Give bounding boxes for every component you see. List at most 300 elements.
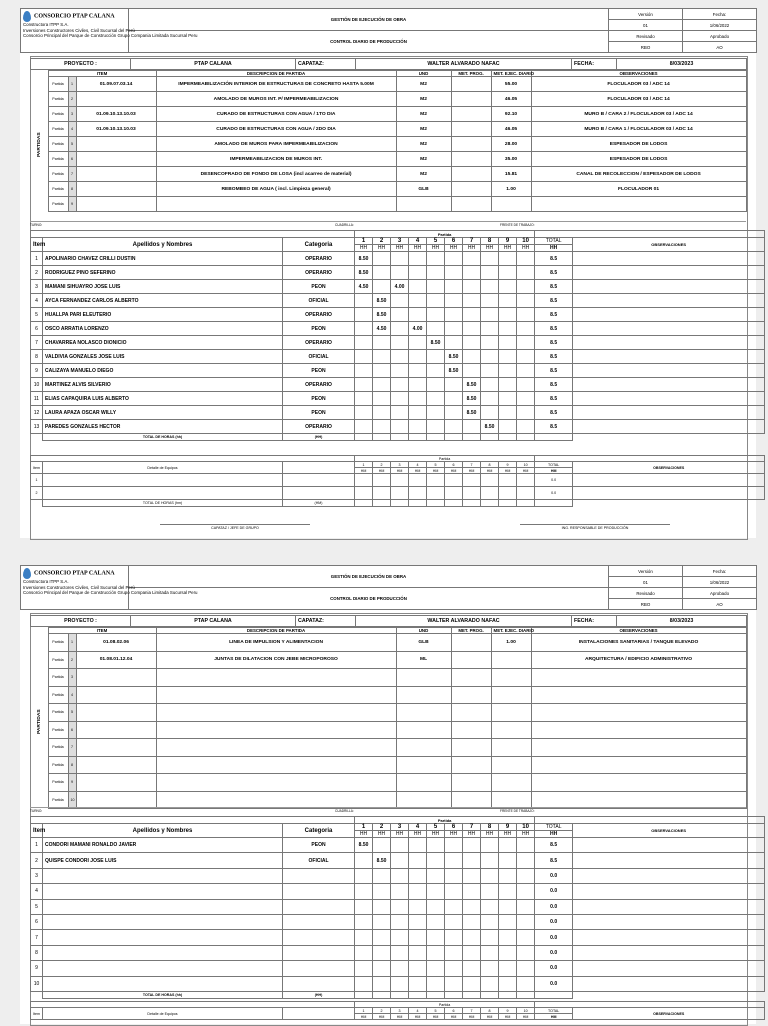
worker-hours: [463, 976, 481, 991]
sheet-header: [20, 8, 757, 53]
worker-hours: [409, 308, 427, 322]
worker-hours: [499, 364, 517, 378]
worker-category: PEON: [283, 280, 355, 294]
partida-description: JUNTAS DE DILATACION CON JEBE MICROPOROSO: [156, 651, 396, 669]
project-row: [30, 615, 747, 627]
worker-name: [43, 868, 283, 883]
worker-hours: [517, 961, 535, 976]
worker-hours: [463, 322, 481, 336]
worker-hours: [517, 392, 535, 406]
blank-cell: [409, 991, 427, 998]
worker-observation: [573, 899, 765, 914]
worker-hours: [481, 364, 499, 378]
worker-category: [283, 884, 355, 899]
partida-kind: Partida: [48, 791, 68, 809]
hm-unit-header: HM: [427, 468, 445, 474]
partida-observation: CANAL DE RECOLECCION / ESPESADOR DE LODOS: [531, 167, 746, 182]
worker-hours: [517, 853, 535, 868]
blank-cell: [391, 991, 409, 998]
worker-hours: [391, 350, 409, 364]
company-name: CONSORCIO PTAP CALANA: [34, 13, 115, 20]
worker-hours: [499, 945, 517, 960]
worker-number: 2: [31, 266, 43, 280]
blank-cell: [427, 991, 445, 998]
worker-hours: [373, 336, 391, 350]
partida-description: [156, 704, 396, 722]
approved-value: AO: [683, 599, 757, 610]
worker-hours: [499, 930, 517, 945]
worker-hours: [481, 378, 499, 392]
worker-hours: [517, 280, 535, 294]
company-name: CONSORCIO PTAP CALANA: [34, 570, 115, 577]
worker-row: [31, 853, 765, 868]
partida-kind: Partida: [48, 122, 68, 137]
hh-unit-header: HH: [463, 831, 481, 838]
blank-cell: [283, 487, 355, 500]
total-header: TOTAL: [535, 824, 573, 831]
worker-number: 4: [31, 294, 43, 308]
partida-row: [30, 92, 746, 107]
worker-row: [31, 961, 765, 976]
worker-hours: [445, 280, 463, 294]
partida-number: 9: [68, 197, 76, 212]
partida-item-code: 01.09.10.13.10.03: [76, 122, 156, 137]
partida-col-number: 10: [517, 238, 535, 245]
blank-cell: [573, 500, 765, 507]
blank-cell: [355, 500, 373, 507]
worker-hours: [499, 868, 517, 883]
partida-item-code: [76, 167, 156, 182]
worker-hours: [517, 838, 535, 853]
worker-hours: [355, 392, 373, 406]
worker-observation: [573, 420, 765, 434]
equipment-detail-header: Detalle de Equipos: [43, 1008, 283, 1020]
worker-hours: [373, 899, 391, 914]
partida-group-header: Partida: [355, 817, 535, 824]
worker-hours: [463, 252, 481, 266]
partida-met-prog: [451, 77, 491, 92]
worker-hours: [499, 280, 517, 294]
partida-kind: Partida: [48, 686, 68, 704]
worker-hours: [481, 838, 499, 853]
worker-total-hh: 0.0: [535, 899, 573, 914]
worker-total-hh: 8.5: [535, 378, 573, 392]
worker-hours: [517, 406, 535, 420]
company-logo: [21, 566, 198, 610]
partida-observation: MURO B / CARA 2 / FLOCULADOR 03 / ADC 14: [531, 107, 746, 122]
partida-met-prog: [451, 774, 491, 792]
partida-met-prog: [451, 739, 491, 757]
worker-category: OPERARIO: [283, 420, 355, 434]
worker-row: [31, 930, 765, 945]
partida-col-number: 3: [391, 462, 409, 468]
worker-observation: [573, 378, 765, 392]
worker-hours: [409, 406, 427, 420]
partida-met-ejec: 46.05: [491, 122, 531, 137]
worker-hours: [391, 336, 409, 350]
worker-category: [283, 930, 355, 945]
partida-met-prog: [451, 182, 491, 197]
equipment-hours: [481, 474, 499, 487]
date-value: 8/03/2023: [617, 59, 747, 70]
worker-hours: [463, 884, 481, 899]
equipment-table: [30, 1001, 765, 1020]
partida-kind: Partida: [48, 756, 68, 774]
hh-unit-header: HH: [355, 831, 373, 838]
equipment-hours: [373, 474, 391, 487]
worker-hours: 8.50: [355, 266, 373, 280]
worker-hours: [481, 266, 499, 280]
worker-total-hh: 8.5: [535, 322, 573, 336]
worker-hours: [463, 868, 481, 883]
worker-row: [31, 406, 765, 420]
worker-hours: [391, 884, 409, 899]
partida-col-number: 10: [517, 462, 535, 468]
project-value: PTAP CALANA: [131, 59, 296, 70]
worker-hours: [481, 336, 499, 350]
worker-name: RODRIGUEZ PINO SEFERINO: [43, 266, 283, 280]
worker-hours: [409, 350, 427, 364]
partida-row: [30, 107, 746, 122]
worker-name: ELIAS CAPAQUIRA LUIS ALBERTO: [43, 392, 283, 406]
equipment-table: [30, 455, 765, 507]
obs-header: OBSERVACIONES: [531, 628, 746, 634]
sheet-header: [20, 565, 757, 610]
partida-row: [30, 634, 746, 652]
worker-name: [43, 914, 283, 929]
partida-met-ejec: 28.00: [491, 137, 531, 152]
hm-unit-header: HM: [535, 468, 573, 474]
hh-unit-header: HH: [499, 831, 517, 838]
partida-row: [30, 77, 746, 92]
hh-unit-header: HH: [427, 245, 445, 252]
equipment-number: 2: [31, 487, 43, 500]
worker-name: QUISPE CONDORI JOSE LUIS: [43, 853, 283, 868]
partida-col-number: 4: [409, 462, 427, 468]
partida-col-number: 2: [373, 824, 391, 831]
version-label: Versión: [609, 566, 683, 577]
worker-observation: [573, 884, 765, 899]
hh-unit-header: HH: [517, 245, 535, 252]
worker-hours: [481, 853, 499, 868]
worker-hours: [481, 899, 499, 914]
partida-observation: [531, 791, 746, 809]
equipment-number: 1: [31, 474, 43, 487]
partida-item-code: [76, 756, 156, 774]
unit-header: UND: [396, 628, 451, 634]
partida-observation: [531, 739, 746, 757]
partida-number: 9: [68, 774, 76, 792]
worker-category: [283, 961, 355, 976]
worker-number: 7: [31, 930, 43, 945]
worker-hours: [427, 420, 445, 434]
labor-table: [30, 816, 765, 999]
worker-hours: [391, 899, 409, 914]
worker-hours: [391, 378, 409, 392]
worker-hours: [445, 838, 463, 853]
blank-cell: [445, 991, 463, 998]
partida-met-ejec: [491, 739, 531, 757]
partida-kind: Partida: [48, 137, 68, 152]
worker-hours: [481, 976, 499, 991]
partida-description: CURADO DE ESTRUCTURAS CON AGUA / 2DO DIA: [156, 122, 396, 137]
worker-hours: [463, 838, 481, 853]
partida-kind: Partida: [48, 774, 68, 792]
worker-hours: [445, 392, 463, 406]
worker-hours: [517, 976, 535, 991]
company-line: Inversiones Constructores Civiles, Civil Sucursal del Perú: [23, 584, 135, 590]
worker-hours: 8.50: [463, 392, 481, 406]
worker-total-hh: 8.5: [535, 364, 573, 378]
worker-observation: [573, 364, 765, 378]
hh-unit-header: HH: [445, 831, 463, 838]
worker-hours: [373, 868, 391, 883]
partida-number: 6: [68, 152, 76, 167]
worker-observation: [573, 853, 765, 868]
partida-kind: Partida: [48, 182, 68, 197]
total-header: TOTAL: [535, 1008, 573, 1014]
worker-total-hh: 8.5: [535, 308, 573, 322]
partida-met-ejec: [491, 686, 531, 704]
worker-total-hh: 8.5: [535, 853, 573, 868]
partida-col-number: 6: [445, 238, 463, 245]
worker-hours: [499, 914, 517, 929]
partida-group-header: Partida: [355, 1002, 535, 1008]
worker-row: [31, 976, 765, 991]
worker-hours: [409, 884, 427, 899]
partida-number: 4: [68, 122, 76, 137]
blank-cell: [517, 434, 535, 441]
worker-number: 2: [31, 853, 43, 868]
equipment-hours: [373, 487, 391, 500]
worker-number: 5: [31, 308, 43, 322]
partida-row: [30, 739, 746, 757]
names-column-header: Apellidos y Nombres: [43, 824, 283, 838]
partida-kind: Partida: [48, 107, 68, 122]
worker-hours: [355, 364, 373, 378]
hm-unit-header: HM: [445, 468, 463, 474]
approved-label: Aprobado: [683, 588, 757, 599]
version-value: 01: [609, 577, 683, 588]
worker-hours: [445, 406, 463, 420]
blank-cell: [517, 500, 535, 507]
equipment-hours: [355, 487, 373, 500]
worker-hours: [445, 252, 463, 266]
date-label: Fecha:: [683, 566, 757, 577]
company-line: Constructora ITPP S.A.: [23, 579, 69, 584]
partida-unit: [396, 704, 451, 722]
worker-hours: [445, 914, 463, 929]
worker-hours: [391, 868, 409, 883]
partida-met-prog: [451, 137, 491, 152]
crew-info-row: [30, 221, 746, 227]
worker-hours: 4.50: [355, 280, 373, 294]
partida-kind: Partida: [48, 721, 68, 739]
blank-cell: [409, 434, 427, 441]
item-header: ITEM: [48, 628, 156, 634]
worker-hours: [373, 914, 391, 929]
worker-name: CHAVARREA NOLASCO DIONICIO: [43, 336, 283, 350]
worker-number: 11: [31, 392, 43, 406]
crew-info-row: [30, 807, 746, 813]
worker-hours: [373, 884, 391, 899]
equipment-hours: [409, 474, 427, 487]
approved-label: Aprobado: [683, 31, 757, 42]
worker-hours: [427, 884, 445, 899]
worker-hours: [391, 420, 409, 434]
partida-col-number: 8: [481, 462, 499, 468]
worker-number: 9: [31, 364, 43, 378]
worker-row: [31, 838, 765, 853]
partida-row: [30, 167, 746, 182]
worker-number: 7: [31, 336, 43, 350]
worker-hours: [427, 378, 445, 392]
worker-hours: [517, 914, 535, 929]
partida-kind: Partida: [48, 197, 68, 212]
worker-name: [43, 884, 283, 899]
worker-row: [31, 322, 765, 336]
worker-hours: [481, 280, 499, 294]
worker-hours: [445, 961, 463, 976]
worker-row: [31, 350, 765, 364]
hm-unit: (HM): [283, 500, 355, 507]
worker-hours: [409, 945, 427, 960]
partida-description: REBOMBEO DE AGUA ( incl. Limpieza general): [156, 182, 396, 197]
partida-description: CURADO DE ESTRUCTURAS CON AGUA / 1TO DIA: [156, 107, 396, 122]
worker-total-hh: 8.5: [535, 420, 573, 434]
hh-unit: (HH): [283, 991, 355, 998]
blank-cell: [445, 434, 463, 441]
partida-met-ejec: 92.10: [491, 107, 531, 122]
worker-hours: [409, 420, 427, 434]
partida-met-ejec: 1.00: [491, 634, 531, 652]
worker-hours: [499, 378, 517, 392]
partida-description: [156, 669, 396, 687]
worker-number: 12: [31, 406, 43, 420]
partida-description: LINEA DE IMPULSION Y ALIMENTACION: [156, 634, 396, 652]
blank-cell: [573, 434, 765, 441]
blank-cell: [373, 991, 391, 998]
worker-name: OSCO ARRATIA LORENZO: [43, 322, 283, 336]
worker-hours: [499, 350, 517, 364]
worker-hours: [499, 961, 517, 976]
worker-hours: [463, 350, 481, 364]
hh-unit-header: HH: [535, 831, 573, 838]
blank-cell: [499, 500, 517, 507]
shift-label: TURNO:: [30, 223, 43, 227]
worker-hours: [481, 945, 499, 960]
equipment-hours: [391, 474, 409, 487]
blank-cell: [445, 500, 463, 507]
blank-cell: [373, 434, 391, 441]
partida-description: [156, 721, 396, 739]
partida-observation: FLOCULADOR 03 / ADC 14: [531, 77, 746, 92]
partida-met-prog: [451, 92, 491, 107]
worker-hours: [481, 868, 499, 883]
worker-row: [31, 364, 765, 378]
partida-unit: [396, 739, 451, 757]
worker-total-hh: 8.5: [535, 280, 573, 294]
worker-number: 1: [31, 252, 43, 266]
worker-name: PAREDES GONZALES HECTOR: [43, 420, 283, 434]
worker-category: [283, 945, 355, 960]
worker-name: [43, 976, 283, 991]
partida-item-code: [76, 739, 156, 757]
shift-label: TURNO:: [30, 809, 43, 813]
total-header: TOTAL: [535, 238, 573, 245]
partida-observation: [531, 197, 746, 212]
worker-hours: [391, 364, 409, 378]
partida-col-number: 2: [373, 1008, 391, 1014]
equipment-hours: [355, 474, 373, 487]
hm-unit-header: HM: [517, 1014, 535, 1020]
blank-cell: [427, 500, 445, 507]
hh-unit-header: HH: [355, 245, 373, 252]
worker-observation: [573, 406, 765, 420]
worker-hours: [355, 378, 373, 392]
worker-observation: [573, 914, 765, 929]
hm-unit-header: HM: [499, 468, 517, 474]
worker-observation: [573, 392, 765, 406]
partida-met-ejec: [491, 197, 531, 212]
partida-row: [30, 651, 746, 669]
worker-hours: [391, 976, 409, 991]
worker-hours: [427, 838, 445, 853]
hm-unit-header: HM: [373, 468, 391, 474]
foreman-label: CAPATAZ:: [296, 616, 356, 627]
blank-cell: [31, 434, 43, 441]
category-column-header: Categoria: [283, 238, 355, 252]
worker-hours: [499, 406, 517, 420]
date-label: Fecha:: [683, 9, 757, 20]
worker-hours: [481, 884, 499, 899]
blank-cell: [409, 500, 427, 507]
partida-col-number: 10: [517, 1008, 535, 1014]
worker-hours: [427, 961, 445, 976]
blank-cell: [463, 991, 481, 998]
partida-met-ejec: [491, 704, 531, 722]
worker-hours: [373, 350, 391, 364]
partida-kind: Partida: [48, 152, 68, 167]
worker-hours: [355, 868, 373, 883]
worker-hours: [373, 976, 391, 991]
worker-hours: [427, 868, 445, 883]
partida-col-number: 9: [499, 238, 517, 245]
partida-col-number: 1: [355, 1008, 373, 1014]
worker-hours: 8.50: [463, 378, 481, 392]
worker-hours: [427, 406, 445, 420]
equipment-hours: [463, 487, 481, 500]
partida-col-number: 5: [427, 1008, 445, 1014]
worker-hours: [391, 308, 409, 322]
partidas-vertical-label: PARTIDAS: [36, 131, 42, 157]
worker-hours: [373, 406, 391, 420]
partida-kind: Partida: [48, 77, 68, 92]
partida-number: 6: [68, 721, 76, 739]
worker-category: OFICIAL: [283, 294, 355, 308]
partida-col-number: 7: [463, 238, 481, 245]
worker-hours: [499, 853, 517, 868]
worker-observation: [573, 961, 765, 976]
partida-met-prog: [451, 721, 491, 739]
hm-unit-header: HM: [427, 1014, 445, 1020]
hm-unit-header: HM: [409, 468, 427, 474]
partida-col-number: 5: [427, 824, 445, 831]
worker-hours: [409, 914, 427, 929]
equipment-hours: [463, 474, 481, 487]
partida-item-code: 01.09.10.13.10.03: [76, 107, 156, 122]
worker-hours: 8.50: [445, 350, 463, 364]
